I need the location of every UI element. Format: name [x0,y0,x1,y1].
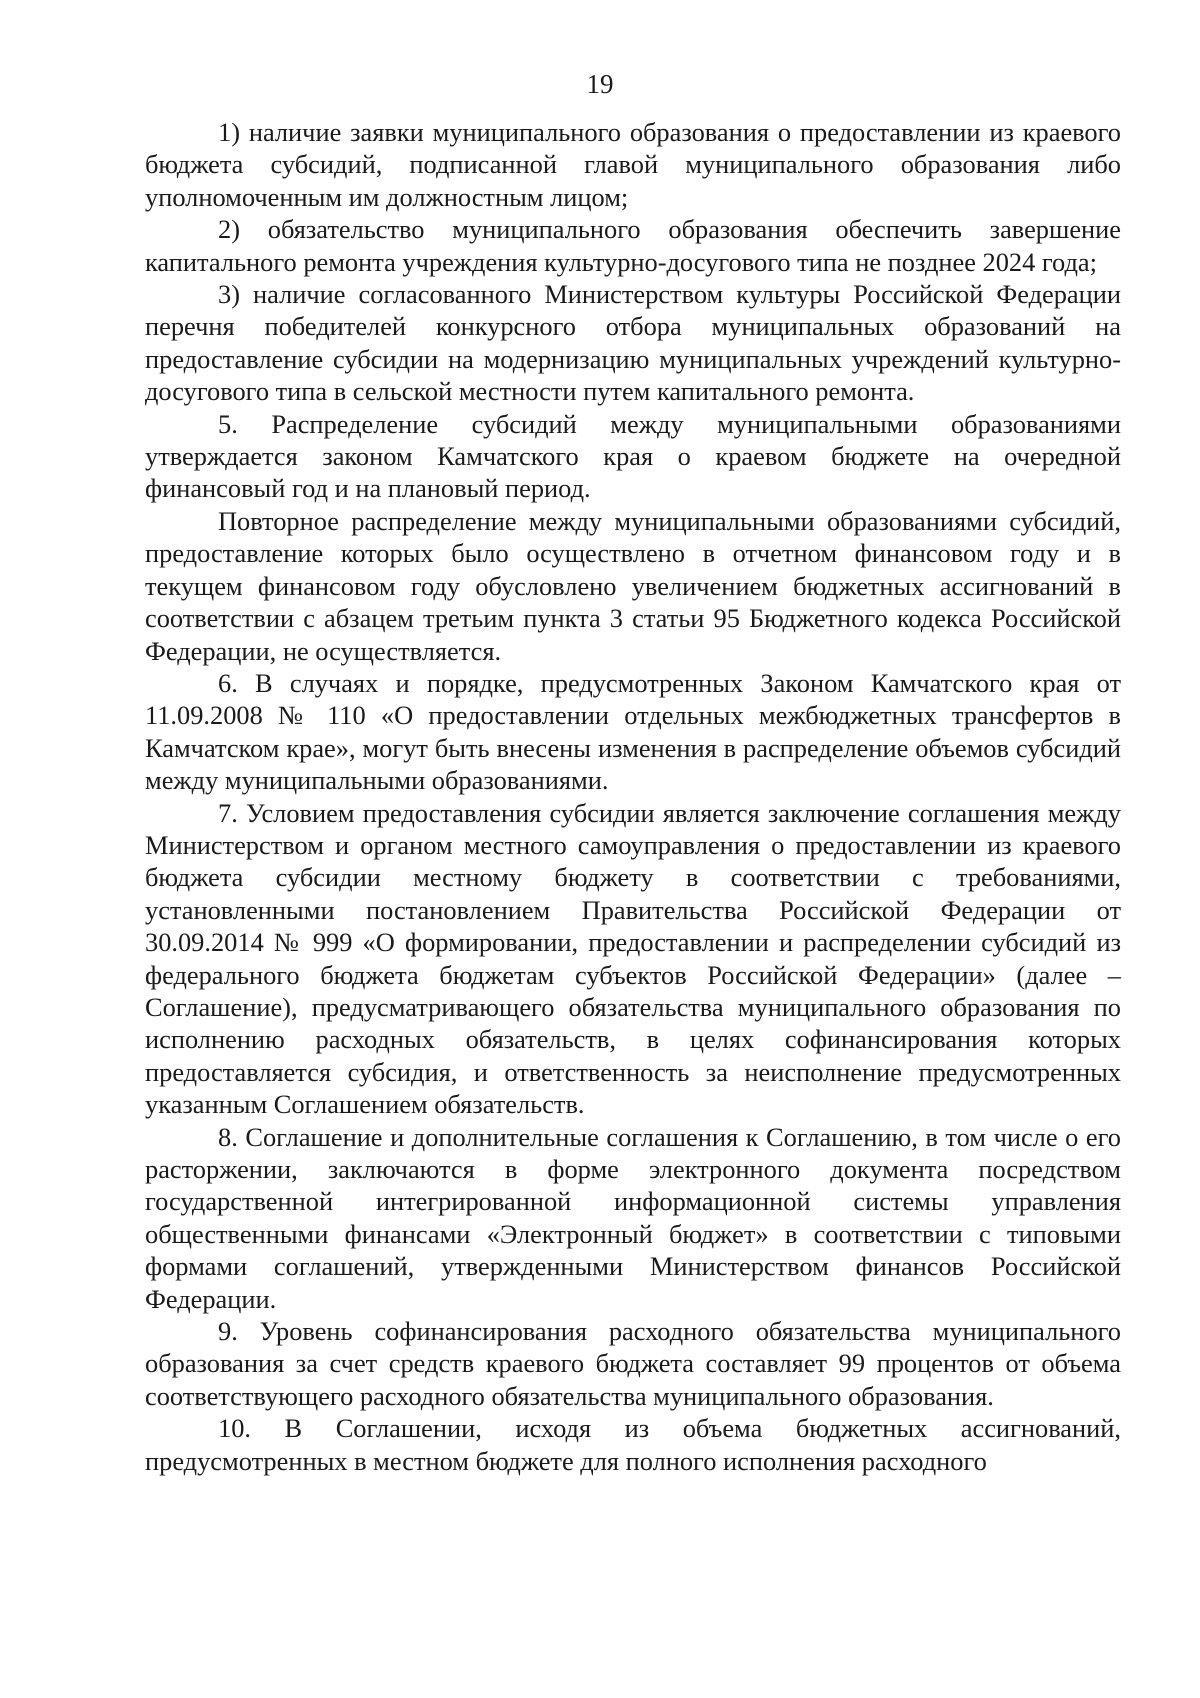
clause-10-agreement-terms: 10. В Соглашении, исходя из объема бюджетных ассигнований, предусмотренных в местном бюджете для полного исполнения расходного [145,1413,1121,1476]
clause-5-distribution: 5. Распределение субсидий между муниципальными образованиями утверждается законом Камчатского края о краевом бюджете на очередной финансовый год и на плановый период. [145,408,1121,504]
clause-9-cofinancing-level: 9. Уровень софинансирования расходного обязательства муниципального образования за счет средств краевого бюджета составляет 99 процентов от объема соответствующего расходного обязательства муниципального образования. [145,1316,1121,1411]
page-number: 19 [586,69,614,99]
clause-6-changes: 6. В случаях и порядке, предусмотренных Законом Камчатского края от 11.09.2008 № 110 «О предоставлении отдельных межбюджетных трансфертов в Камчатском крае», могут быть внесены изменения в распределение объемов субсидий между муниципальными образованиями. [145,667,1121,796]
document-body [145,116,1121,1477]
clause-7-agreement-condition: 7. Условием предоставления субсидии является заключение соглашения между Министерством и органом местного самоуправления о предоставлении из краевого бюджета субсидии местному бюджету в соответствии с требованиями, установленными постановлением Правительства Российской Федерации от 30.09.2014 № 999 «О формировании, предоставлении и распределении субсидий из федерального бюджета бюджетам субъектов Российской Федерации» (далее – Соглашение), предусматривающего обязательства муниципального образования по исполнению расходных обязательств, в целях софинансирования которых предоставляется субсидия, и ответственность за неисполнение предусмотренных указанным Соглашением обязательств. [145,797,1121,1120]
list-item-3-winners-list: 3) наличие согласованного Министерством культуры Российской Федерации перечня победителей конкурсного отбора муниципальных образований на предоставление субсидии на модернизацию муниципальных учреждений культурно-досугового типа в сельской местности путем капитального ремонта. [145,279,1121,407]
clause-8-electronic-form: 8. Соглашение и дополнительные соглашения к Соглашению, в том числе о его расторжении, заключаются в форме электронного документа посредством государственной интегрированной информационной системы управления общественными финансами «Электронный бюджет» в соответствии с типовыми формами соглашений, утвержденными Министерством финансов Российской Федерации. [145,1121,1121,1314]
clause-5-redistribution: Повторное распределение между муниципальными образованиями субсидий, предоставление которых было осуществлено в отчетном финансовом году и в текущем финансовом году обусловлено увеличением бюджетных ассигнований в соответствии с абзацем третьим пункта 3 статьи 95 Бюджетного кодекса Российской Федерации, не осуществляется. [145,505,1121,666]
list-item-1-application: 1) наличие заявки муниципального образования о предоставлении из краевого бюджета субсидий, подписанной главой муниципального образования либо уполномоченным им должностным лицом; [145,117,1121,212]
list-item-2-obligation: 2) обязательство муниципального образования обеспечить завершение капитального ремонта учреждения культурно-досугового типа не позднее 2024 года; [145,214,1121,277]
